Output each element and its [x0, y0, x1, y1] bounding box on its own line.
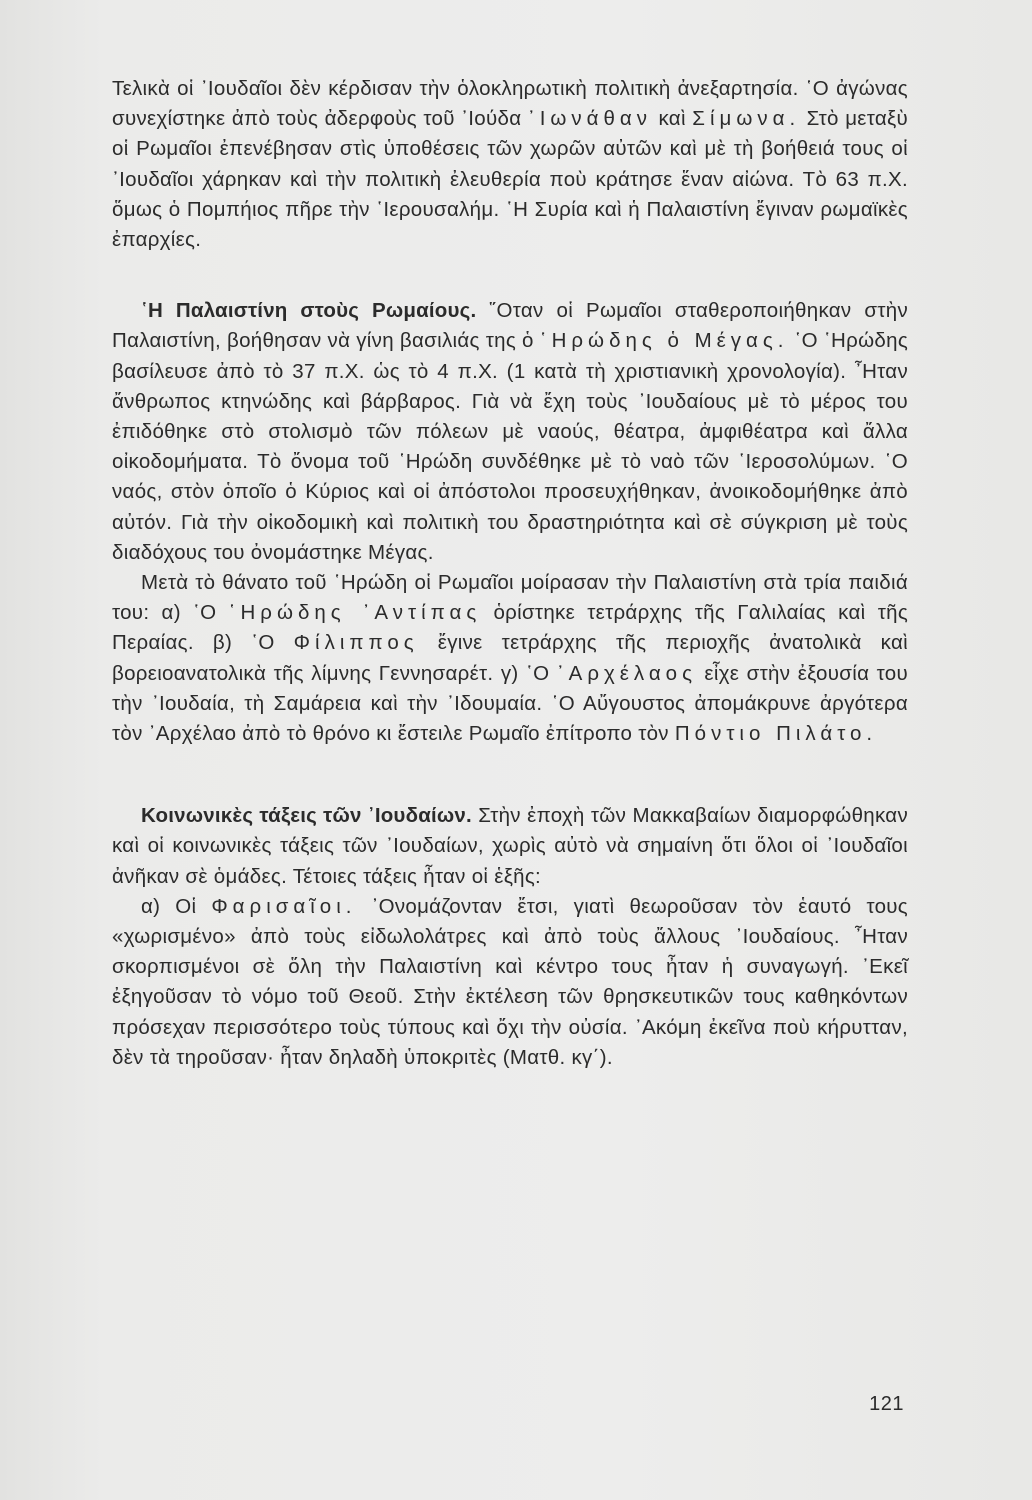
text-span: καὶ: [652, 107, 693, 131]
text-span: Στὸ μεταξὺ οἱ Ρωμαῖοι ἐπενέβησαν στὶς ὑποθέσεις τῶν χωρῶν αὐτῶν καὶ μὲ τὴ βοήθειά τους οἱ ᾿Ιουδαῖοι χάρηκαν καὶ τὴν πολιτικὴ ἐλευθερία ποὺ κράτησε ἕναν αἰώνα. Τὸ 63 π.Χ. ὅμως ὁ Πομπήιος πῆρε τὴν ῾Ιερουσαλήμ. ῾Η Συρία καὶ ἡ Παλαιστίνη ἔγιναν ρωμαϊκὲς ἐπαρχίες.: [112, 107, 908, 252]
paragraph-hasmonean-end: [112, 74, 908, 255]
text-span: Στὴν ἐποχὴ τῶν Μακκαβαίων διαμορφώθηκαν καὶ οἱ κοινωνικὲς τάξεις τῶν ᾿Ιουδαίων, χωρὶς αὐτὸ νὰ σημαίνη ὅτι ὅλοι οἱ ᾿Ιουδαῖοι ἀνῆκαν σὲ ὁμάδες. Τέτοιες τάξεις ἦταν οἱ ἑξῆς:: [112, 804, 908, 888]
spaced-name: Σίμωνα.: [692, 107, 801, 131]
text-span: Τελικὰ οἱ ᾿Ιουδαῖοι δὲν κέρδισαν τὴν ὁλοκληρωτικὴ πολιτικὴ ἀνεξαρτησία. ῾Ο ἀγώνας συνεχίστηκε ἀπὸ τοὺς ἀδερφοὺς τοῦ ᾿Ιούδα: [112, 77, 908, 131]
text-span: ᾿Ονομάζονταν ἔτσι, γιατὶ θεωροῦσαν τὸν ἑαυτό τους «χωρισμένο» ἀπὸ τοὺς εἰδωλολάτρες καὶ ἀπὸ τοὺς ἄλλους ᾿Ιουδαίους. ῏Ηταν σκορπισμένοι σὲ ὅλη τὴν Παλαιστίνη καὶ κέντρο τους ἦταν ἡ συναγωγή. ᾿Εκεῖ ἐξηγοῦσαν τὸ νόμο τοῦ Θεοῦ. Στὴν ἐκτέλεση τῶν θρησκευτικῶν τους καθηκόντων πρόσεχαν περισσότερο τοὺς τύπους καὶ ὄχι τὴν οὐσία. ᾿Ακόμη ἐκεῖνα ποὺ κήρυτταν, δὲν τὰ τηροῦσαν· ἦταν δηλαδὴ ὑποκριτὲς (Ματθ. κγ΄).: [112, 894, 908, 1069]
spaced-name: ᾿Αρχέλαος: [556, 661, 697, 685]
spaced-name: ᾿Ιωνάθαν: [527, 107, 653, 131]
spaced-name: ῾Ηρώδης ᾿Αντίπας: [228, 601, 482, 625]
paragraph-herod-sons: [112, 568, 908, 749]
spaced-name: ῾Ηρώδης ὁ Μέγας.: [539, 329, 789, 353]
text-span: ῞Οταν οἱ Ρωμαῖοι σταθεροποιήθηκαν στὴν Παλαιστίνη, βοήθησαν νὰ γίνη βασιλιάς της ὁ: [112, 299, 908, 353]
text-span: ὁρίστηκε τετράρχης τῆς Γαλιλαίας καὶ τῆς Περαίας. β) ῾Ο: [112, 601, 909, 655]
spaced-name: Φίλιππος: [293, 631, 419, 655]
page-number: 121: [869, 1393, 904, 1415]
text-span: εἶχε στὴν ἐξουσία του τὴν ᾿Ιουδαία, τὴ Σαμάρεια καὶ τὴν ᾿Ιδουμαία. ῾Ο Αὔγουστος ἀπομάκρυνε ἀργότερα τὸν ᾿Αρχέλαο ἀπὸ τὸ θρόνο κι ἔστειλε Ρωμαῖο ἐπίτροπο τὸν: [112, 661, 908, 746]
text-column: [112, 74, 908, 1073]
paragraph-pharisees: [112, 892, 908, 1073]
section-heading: Κοινωνικὲς τάξεις τῶν ᾿Ιουδαίων.: [141, 804, 472, 828]
spaced-name: Πόντιο Πιλάτο.: [674, 722, 878, 746]
text-span: Μετὰ τὸ θάνατο τοῦ ῾Ηρώδη οἱ Ρωμαῖοι μοίρασαν τὴν Παλαιστίνη στὰ τρία παιδιά του: α) ῾Ο: [112, 571, 908, 625]
paragraph-social-classes: [112, 801, 908, 892]
paragraph-palestine-romans: [112, 296, 908, 568]
text-span: ῾Ο ῾Ηρώδης βασίλευσε ἀπὸ τὸ 37 π.Χ. ὡς τὸ 4 π.Χ. (1 κατὰ τὴ χριστιανικὴ χρονολογία). ῏Ηταν ἄνθρωπος κτηνώδης καὶ βάρβαρος. Γιὰ νὰ ἔχη τοὺς ᾿Ιουδαίους μὲ τὸ μέρος του ἐπιδόθηκε στὸ στολισμὸ τῶν πόλεων μὲ ναούς, θέατρα, ἀμφιθέατρα καὶ ἄλλα οἰκοδομήματα. Τὸ ὄνομα τοῦ ῾Ηρώδη συνδέθηκε μὲ τὸ ναὸ τῶν ῾Ιεροσολύμων. ῾Ο ναός, στὸν ὁποῖο ὁ Κύριος καὶ οἱ ἀπόστολοι προσευχήθηκαν, ἀνοικοδομήθηκε ἀπὸ αὐτόν. Γιὰ τὴν οἰκοδομικὴ καὶ πολιτικὴ του δραστηριότητα καὶ σὲ σύγκριση μὲ τοὺς διαδόχους του ὀνομάστηκε Μέγας.: [112, 329, 908, 564]
spaced-name: Φαρισαῖοι.: [211, 894, 357, 918]
section-heading: ῾Η Παλαιστίνη στοὺς Ρωμαίους.: [141, 299, 477, 323]
text-span: ἔγινε τετράρχης τῆς περιοχῆς ἀνατολικὰ καὶ βορειοανατολικὰ τῆς λίμνης Γεννησαρέτ. γ) ῾Ο: [112, 631, 908, 685]
text-span: α) Οἱ: [141, 894, 212, 918]
